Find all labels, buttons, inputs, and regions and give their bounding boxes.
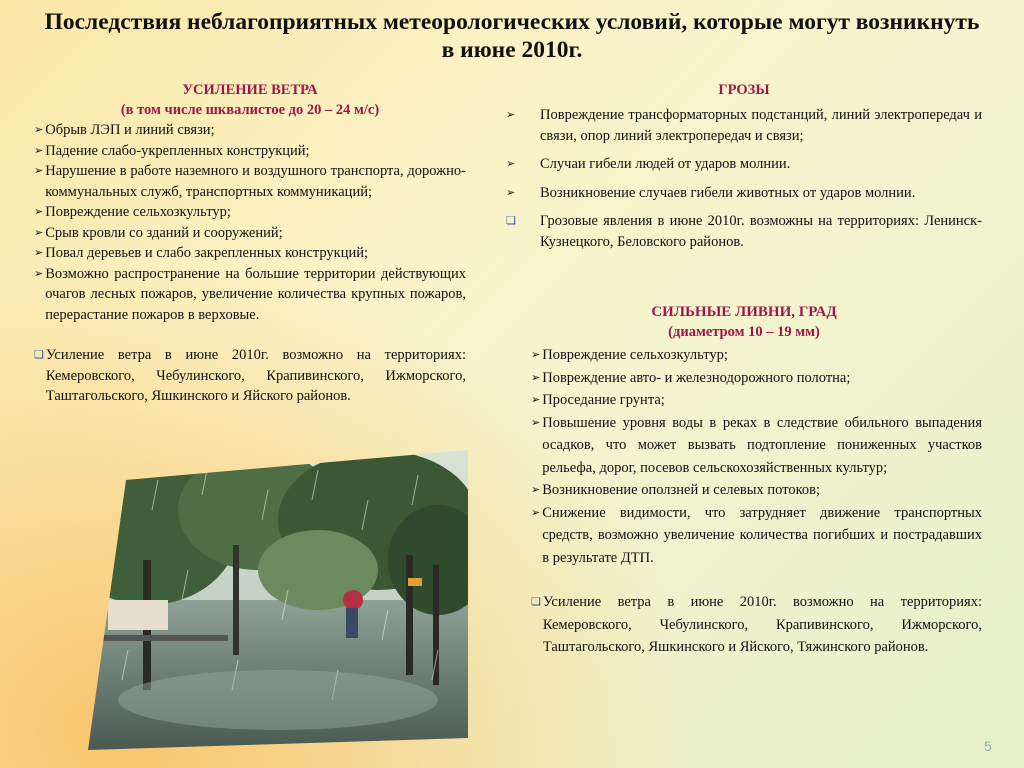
arrow-bullet-icon: ➢ bbox=[34, 226, 44, 239]
list-item: ➢ Повреждение сельхозкультур; bbox=[531, 344, 982, 367]
list-item: ➢ Повреждение трансформаторных подстанций, линий электропередач и связи, опор линий электропередач и связи; bbox=[506, 105, 982, 146]
arrow-bullet-icon: ➢ bbox=[531, 371, 541, 384]
arrow-bullet-icon: ➢ bbox=[531, 506, 541, 519]
arrow-bullet-icon: ➢ bbox=[531, 349, 541, 361]
arrow-bullet-icon: ➢ bbox=[34, 124, 44, 136]
arrow-bullet-icon: ➢ bbox=[34, 267, 44, 280]
list-item: ➢ Повреждение авто- и железнодорожного полотна; bbox=[531, 367, 982, 390]
rain-subheading: (диаметром 10 – 19 мм) bbox=[668, 324, 820, 340]
arrow-bullet-icon: ➢ bbox=[531, 484, 541, 496]
storms-list bbox=[506, 105, 982, 252]
rain-scene-icon bbox=[88, 450, 468, 750]
list-item: ➢ Повал деревьев и слабо закрепленных конструкций; bbox=[34, 243, 466, 264]
arrow-bullet-icon: ➢ bbox=[506, 109, 516, 121]
list-item: ➢ Случаи гибели людей от ударов молнии. bbox=[506, 154, 982, 175]
arrow-bullet-icon: ➢ bbox=[531, 394, 541, 406]
arrow-bullet-icon: ➢ bbox=[531, 416, 541, 429]
list-item: ➢ Обрыв ЛЭП и линий связи; bbox=[34, 120, 466, 141]
page-number: 5 bbox=[984, 738, 992, 754]
rain-heading: СИЛЬНЫЕ ЛИВНИ, ГРАД bbox=[651, 304, 837, 320]
list-item: ➢ Срыв кровли со зданий и сооружений; bbox=[34, 223, 466, 244]
right-column bbox=[506, 80, 982, 659]
arrow-bullet-icon: ➢ bbox=[506, 158, 516, 170]
arrow-bullet-icon: ➢ bbox=[506, 186, 516, 199]
list-item: ➢ Падение слабо-укрепленных конструкций; bbox=[34, 141, 466, 162]
wind-subheading: (в том числе шквалистое до 20 – 24 м/с) bbox=[120, 102, 380, 118]
list-item: ➢ Возникновение случаев гибели животных от ударов молнии. bbox=[506, 183, 982, 204]
list-item: ➢ Повреждение сельхозкультур; bbox=[34, 202, 466, 223]
wind-heading: УСИЛЕНИЕ ВЕТРА bbox=[182, 82, 318, 98]
list-item: ➢ Повышение уровня воды в реках в следствие обильного выпадения осадков, что может вызвать подтопление пониженных участков рельефа, дорог, посевов сельскохозяйственных культур; bbox=[531, 412, 982, 480]
storms-heading: ГРОЗЫ bbox=[718, 82, 770, 98]
rainy-park-photo bbox=[88, 450, 468, 750]
square-bullet-icon: ❏ bbox=[34, 349, 44, 361]
wind-note: ❏ Усиление ветра в июне 2010г. возможно на территориях: Кемеровского, Чебулинского, Крапивинского, Ижморского, Таштагольского, Яшкинского и Яйского районов. bbox=[34, 345, 466, 407]
rain-list bbox=[506, 344, 982, 659]
arrow-bullet-icon: ➢ bbox=[34, 165, 44, 177]
storms-note: ❏ Грозовые явления в июне 2010г. возможны на территориях: Ленинск-Кузнецкого, Беловского районов. bbox=[506, 211, 982, 252]
arrow-bullet-icon: ➢ bbox=[34, 206, 44, 218]
rain-note: ❏ Усиление ветра в июне 2010г. возможно на территориях: Кемеровского, Чебулинского, Крапивинского, Ижморского, Таштагольского, Яшкинского и Яйского, Тяжинского районов. bbox=[531, 591, 982, 659]
list-item: ➢ Возможно распространение на большие территории действующих очагов лесных пожаров, увеличение количества крупных пожаров, перерастание пожаров в верховые. bbox=[34, 264, 466, 326]
list-item: ➢ Проседание грунта; bbox=[531, 389, 982, 412]
wind-section bbox=[34, 80, 466, 407]
square-bullet-icon: ❏ bbox=[506, 215, 516, 227]
list-item: ➢ Снижение видимости, что затрудняет движение транспортных средств, возможно увеличение количества погибших и пострадавших в результате ДТП. bbox=[531, 502, 982, 570]
list-item: ➢ Нарушение в работе наземного и воздушного транспорта, дорожно-коммунальных служб, транспортных коммуникаций; bbox=[34, 161, 466, 202]
square-bullet-icon: ❏ bbox=[531, 596, 541, 608]
arrow-bullet-icon: ➢ bbox=[34, 144, 44, 157]
arrow-bullet-icon: ➢ bbox=[34, 247, 44, 259]
list-item: ➢ Возникновение оползней и селевых потоков; bbox=[531, 479, 982, 502]
slide-title: Последствия неблагоприятных метеорологических условий, которые могут возникнуть в июне 2010г. bbox=[44, 9, 980, 63]
